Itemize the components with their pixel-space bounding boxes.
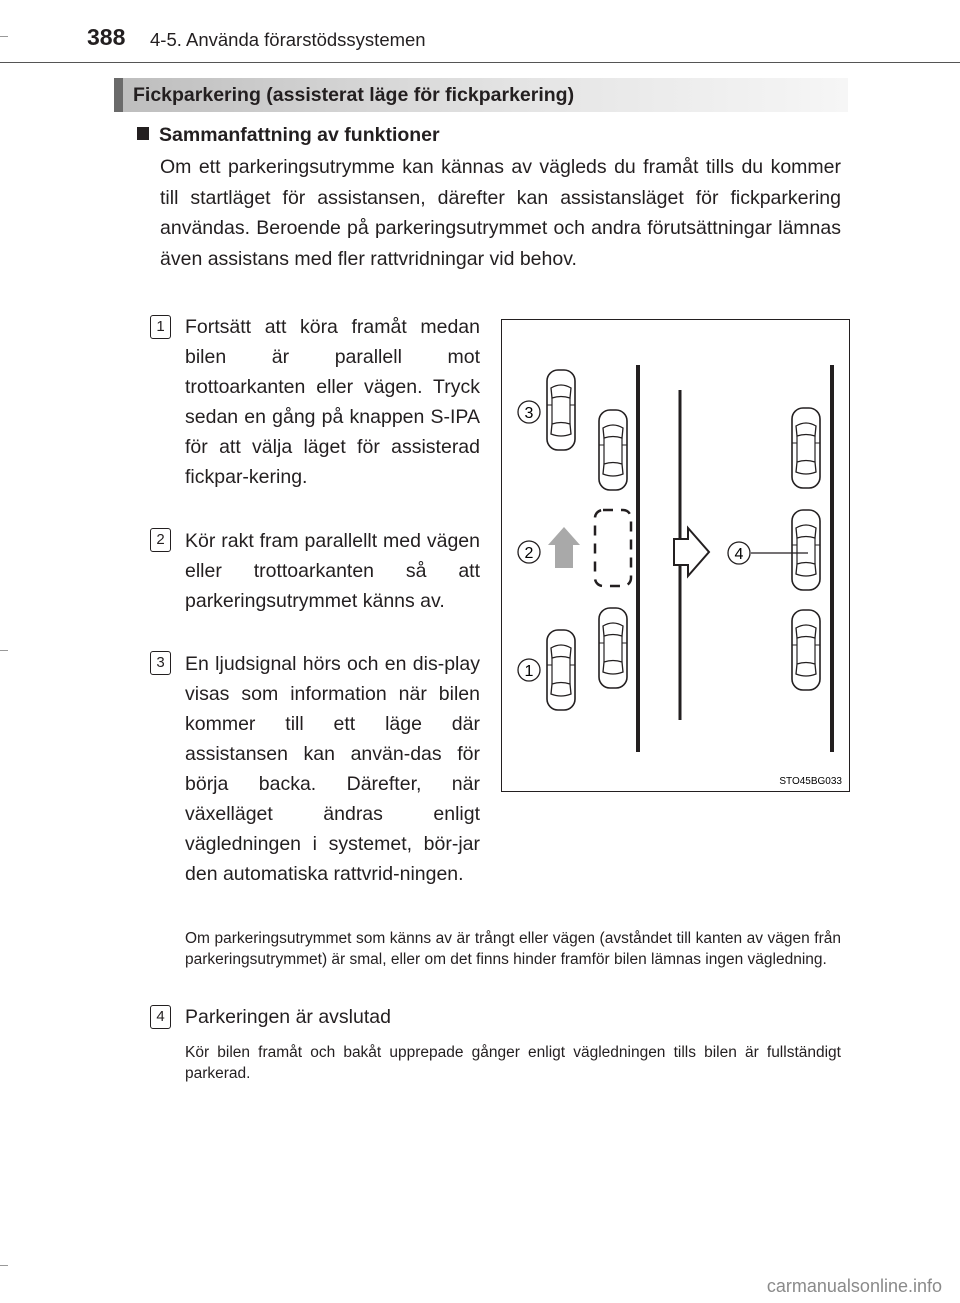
crop-mark xyxy=(0,36,8,37)
step-text-2: Kör rakt fram parallellt med vägen eller trottoarkanten så att parkeringsutrymmet känns av. xyxy=(185,530,480,612)
subsection-heading xyxy=(137,124,440,147)
step-text-4: Parkeringen är avslutad xyxy=(185,1006,391,1028)
crop-mark xyxy=(0,650,8,651)
page-number: 388 xyxy=(87,24,126,50)
step-number-1: 1 xyxy=(150,315,171,339)
section-bar xyxy=(114,78,848,112)
parked-car xyxy=(792,610,820,690)
moving-car-top xyxy=(547,370,575,450)
step-text-1: Fortsätt att köra framåt medan bilen är parallell mot trottoarkanten eller vägen. Tryck sedan en gång på knappen S-IPA för att välja läget för assisterad fickpar-kering. xyxy=(185,316,480,488)
section-title: Fickparkering (assisterat läge för fickparkering) xyxy=(133,84,575,106)
parked-car xyxy=(792,408,820,488)
parking-diagram xyxy=(501,319,850,792)
step-number-3: 3 xyxy=(150,651,171,675)
step-number-2: 2 xyxy=(150,528,171,552)
moving-car-bottom xyxy=(547,630,575,710)
parking-diagram-svg xyxy=(502,320,849,791)
figure-code: STO45BG033 xyxy=(779,776,842,787)
callout-2: 2 xyxy=(524,545,534,562)
step-text-3: En ljudsignal hörs och en dis-play visas som information när bilen kommer till ett läge där assistansen kan använ-das för börja backa. Därefter, när växelläget ändras enligt vägledningen i systemet, bör-jar den automatiska rattvrid-ningen. xyxy=(185,653,480,885)
parked-car-final xyxy=(792,510,820,590)
crop-mark xyxy=(0,1265,8,1266)
subsection-title: Sammanfattning av funktioner xyxy=(159,124,440,146)
watermark: carmanualsonline.info xyxy=(766,1276,942,1296)
step-note-3: Om parkeringsutrymmet som känns av är trångt eller vägen (avståndet till kanten av vägen från parkeringsutrymmet) är smal, eller om det finns hinder framför bilen lämnas ingen vägledning. xyxy=(185,930,841,968)
parking-space-outline xyxy=(595,510,631,586)
chapter-title: 4-5. Använda förarstödssystemen xyxy=(150,29,426,50)
section-bar-accent xyxy=(114,78,123,112)
square-bullet-icon xyxy=(137,127,149,140)
callout-1: 1 xyxy=(524,663,534,680)
callout-3: 3 xyxy=(524,405,534,422)
callout-4: 4 xyxy=(734,546,744,563)
parked-car xyxy=(599,410,627,490)
parked-car xyxy=(599,608,627,688)
step-note-4: Kör bilen framåt och bakåt upprepade gånger enligt vägledningen tills bilen är fullständigt parkerad. xyxy=(185,1044,841,1082)
step-number-4: 4 xyxy=(150,1005,171,1029)
forward-arrow-icon xyxy=(548,527,580,568)
intro-paragraph: Om ett parkeringsutrymme kan kännas av vägleds du framåt tills du kommer till startläget för assistansen, därefter kan assistansläget för fickparkering användas. Beroende på parkeringsutrymmet och andra förutsättningar lämnas även assistans med fler rattvridningar vid behov. xyxy=(160,156,841,270)
header-rule xyxy=(0,62,960,63)
